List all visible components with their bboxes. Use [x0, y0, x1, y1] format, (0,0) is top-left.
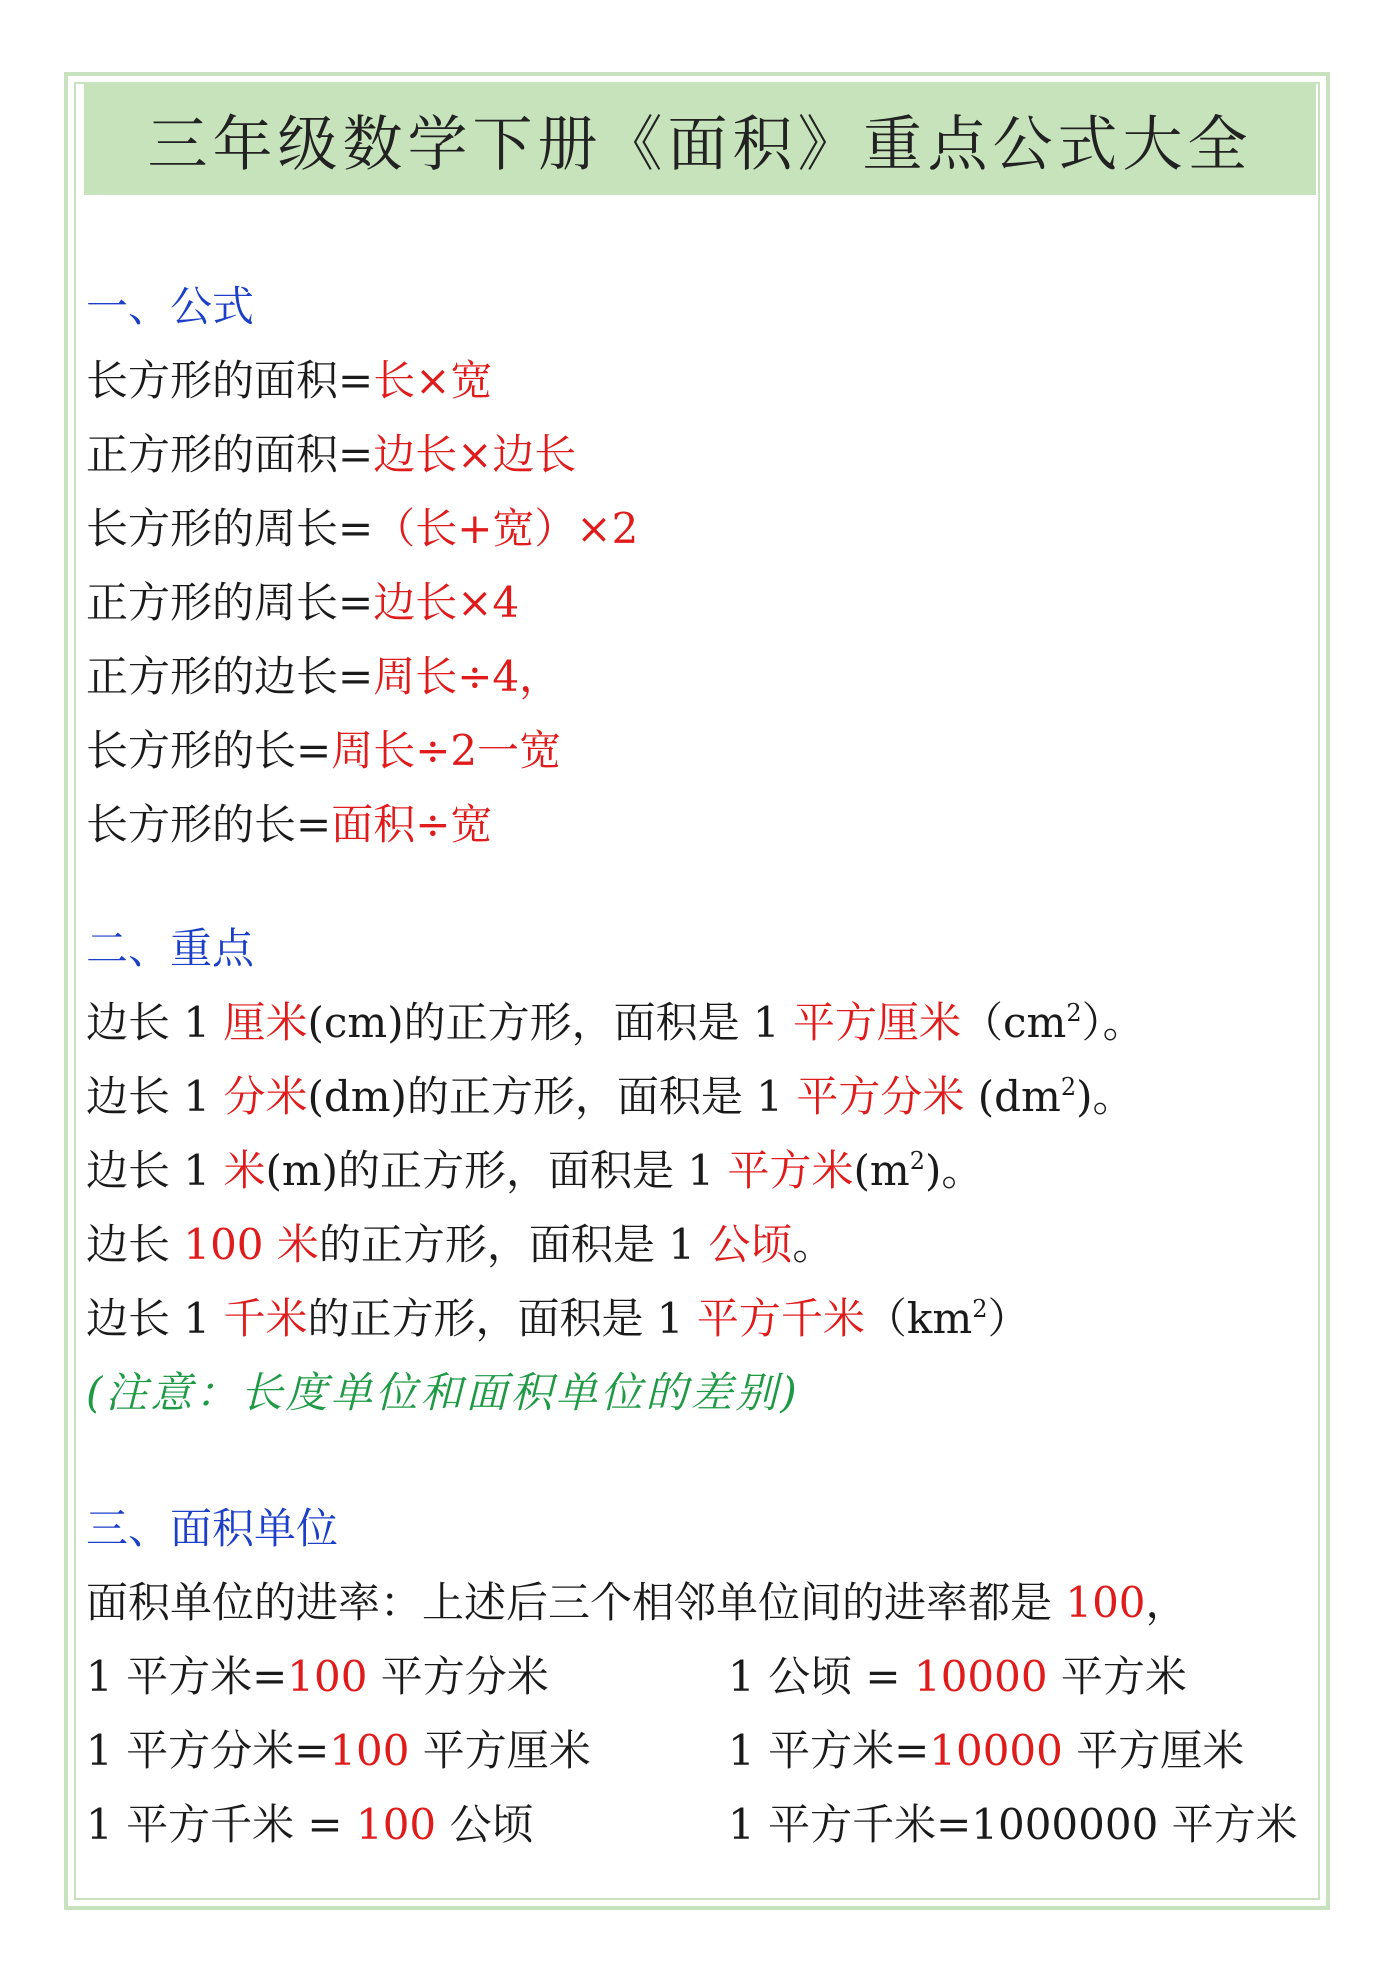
- formula-line: 长方形的长=周长÷2一宽: [86, 726, 562, 775]
- formula-line: 正方形的周长=边长×4: [86, 578, 520, 627]
- formula-line: 正方形的边长=周长÷4，: [86, 652, 562, 701]
- keypoint-line: 边长 1 米(m)的正方形，面积是 1 平方米$(m^2)$。: [86, 1146, 984, 1195]
- section-heading-formulas: 一、公式: [86, 282, 255, 331]
- formula-line: 正方形的面积=边长×边长: [86, 430, 577, 479]
- note-text: (注意：长度单位和面积单位的差别): [86, 1368, 800, 1417]
- content: [86, 270, 1316, 1862]
- formula-line: 长方形的面积=长×宽: [86, 356, 493, 405]
- conversion-row: 1 平方千米 = 100 公顷 1 平方千米=1000000 平方米: [86, 1800, 1298, 1849]
- keypoint-line: 边长 100 米的正方形，面积是 1 公顷。: [86, 1220, 835, 1269]
- page-title: 三年级数学下册《面积》重点公式大全: [84, 84, 1316, 195]
- keypoint-line: 边长 1 分米(dm)的正方形，面积是 1 平方分米 $(dm^2)$。: [86, 1072, 1135, 1121]
- section-heading-area-units: 三、面积单位: [86, 1504, 339, 1553]
- formula-line: 长方形的周长=（长+宽）×2: [86, 504, 639, 553]
- conversion-row: 1 平方分米=100 平方厘米 1 平方米=10000 平方厘米: [86, 1726, 1245, 1775]
- keypoint-line: 边长 1 厘米(cm)的正方形，面积是 1 平方厘米$(cm^2)$。: [86, 998, 1145, 1047]
- keypoint-line: 边长 1 千米的正方形，面积是 1 平方千米$(km^2)$: [86, 1294, 1030, 1343]
- formula-line: 长方形的长=面积÷宽: [86, 800, 493, 849]
- conversion-row: 1 平方米=100 平方分米 1 公顷 = 10000 平方米: [86, 1652, 1187, 1701]
- conversion-intro: 面积单位的进率：上述后三个相邻单位间的进率都是 100，: [86, 1578, 1188, 1627]
- section-heading-keypoints: 二、重点: [86, 924, 255, 973]
